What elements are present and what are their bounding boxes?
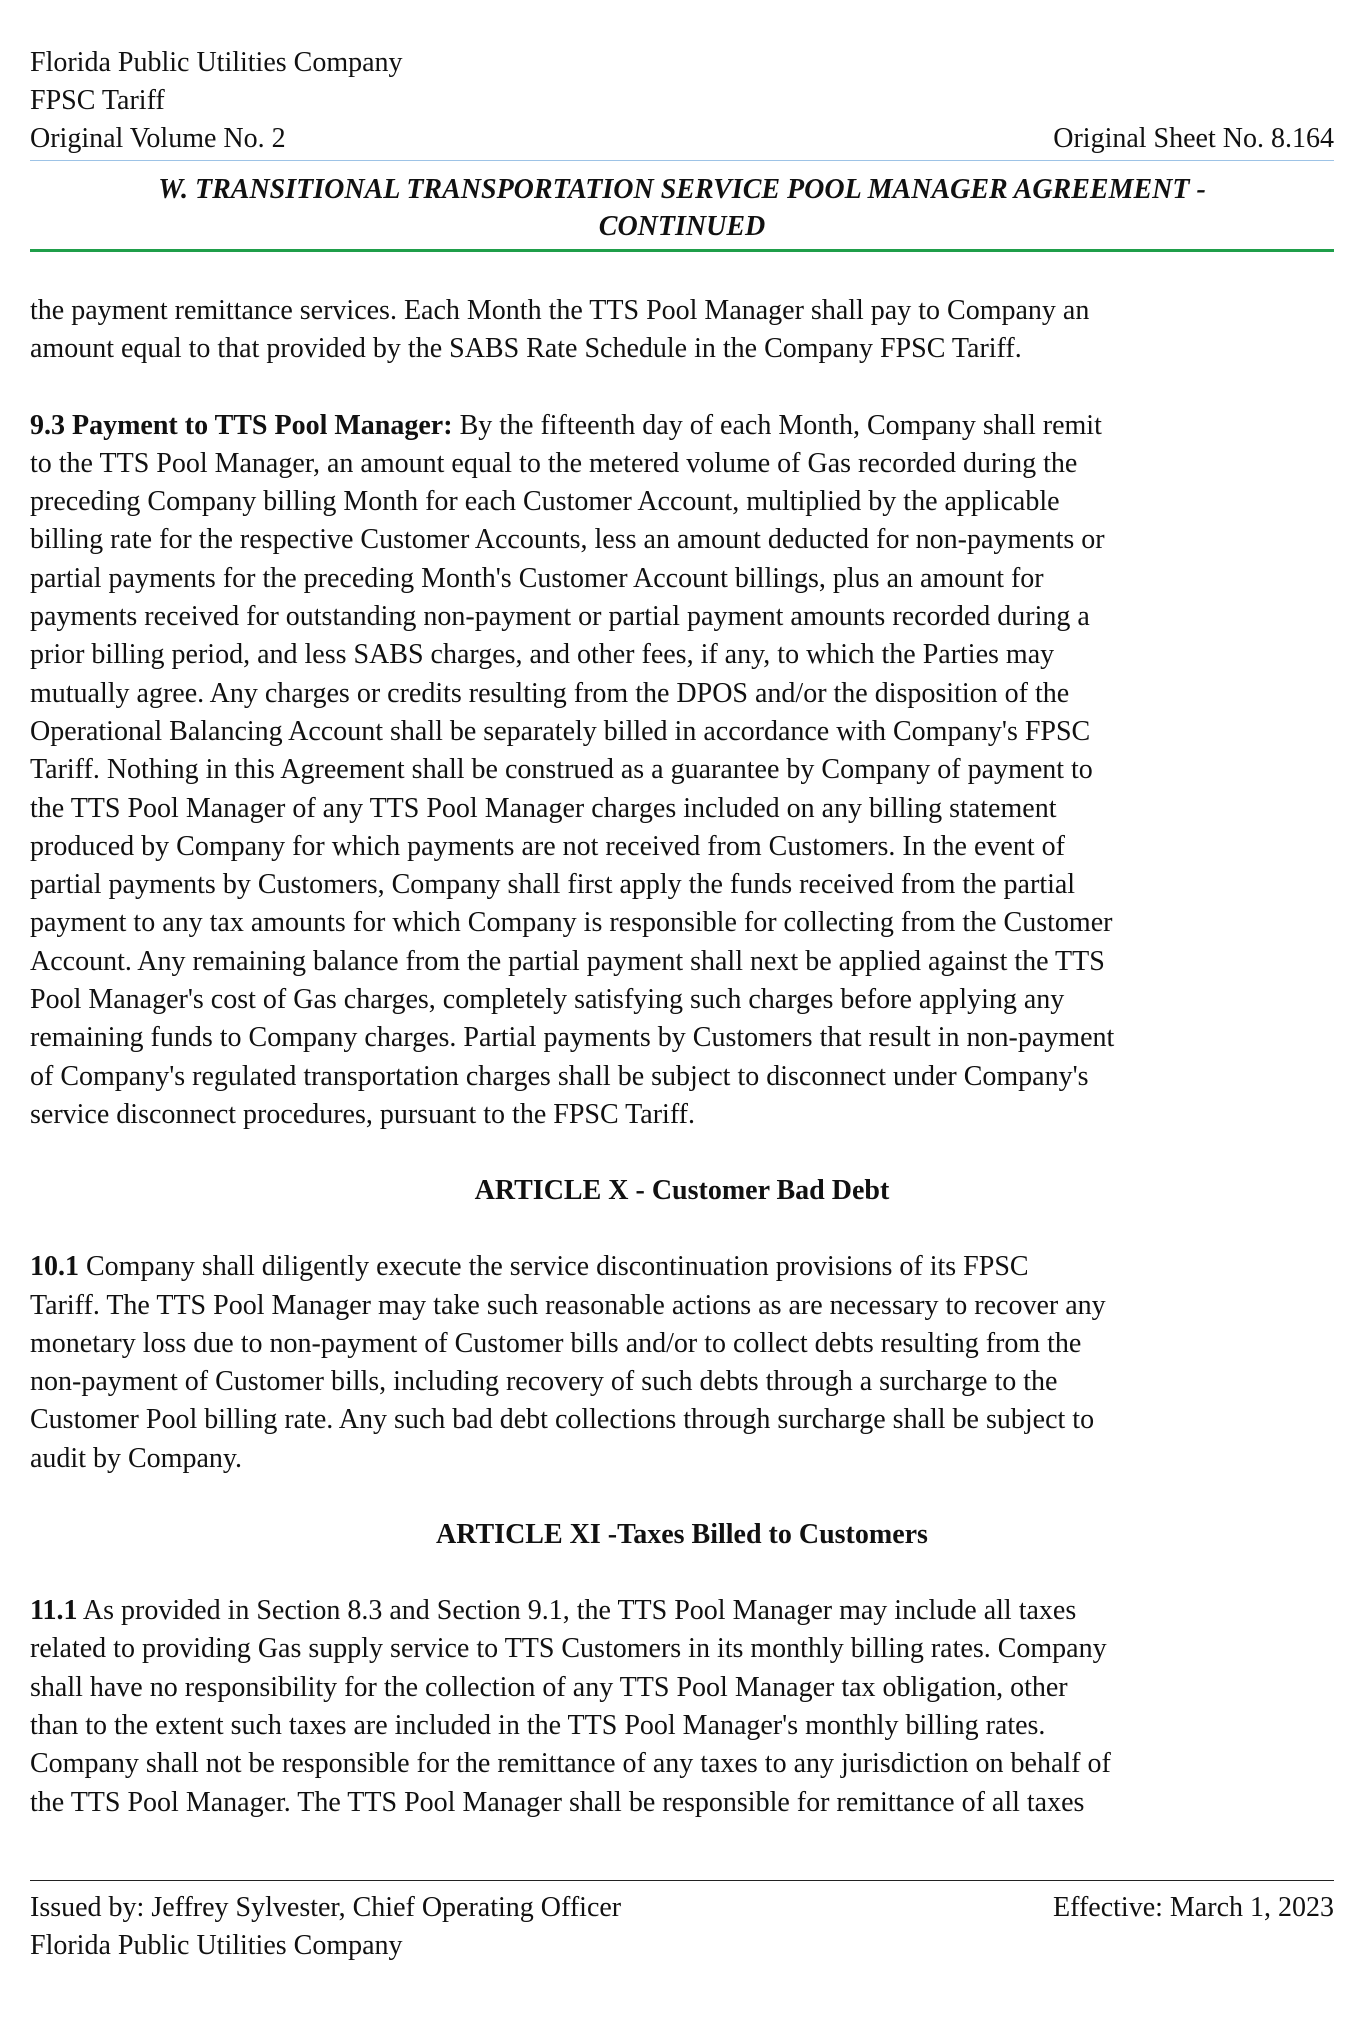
issued-effective-row [30, 1889, 1334, 1927]
volume-number: Original Volume No. 2 [30, 123, 286, 154]
tariff-page [30, 44, 1334, 1822]
section-11-1-number: 11.1 [30, 1595, 78, 1627]
continuation-paragraph: the payment remittance services. Each Month the TTS Pool Manager shall pay to Company an amount equal to that provided by the SABS Rate Schedule in the Company FPSC Tariff. [30, 295, 1090, 365]
spacer [30, 1554, 1334, 1592]
effective-date: Effective: March 1, 2023 [1053, 1892, 1334, 1923]
section-title [30, 171, 1334, 245]
sheet-number: Original Sheet No. 8.164 [1053, 123, 1334, 154]
company-name: Florida Public Utilities Company [30, 47, 403, 78]
section-10-1-text: Company shall diligently execute the service discontinuation provisions of its FPSC Tariff. The TTS Pool Manager may take such reasonable actions as are necessary to recover any monetary loss due to non-payment of Customer bills and/or to collect debts resulting from the non-payment of Customer bills, including recovery of such debts through a surcharge to the Customer Pool billing rate. Any such bad debt collections through surcharge shall be subject to audit by Company. [30, 1251, 1106, 1474]
spacer [30, 1134, 1334, 1172]
issued-by: Issued by: Jeffrey Sylvester, Chief Operating Officer [30, 1892, 622, 1923]
section-11-1-text: As provided in Section 8.3 and Section 9.1, the TTS Pool Manager may include all taxes related to providing Gas supply service to TTS Customers in its monthly billing rates. Company shall have no responsibility for the collection of any TTS Pool Manager tax obligation, other than to the extent such taxes are included in the TTS Pool Manager's monthly billing rates. Company shall not be responsible for the remittance of any taxes to any jurisdiction on behalf of the TTS Pool Manager. The TTS Pool Manager shall be responsible for remittance of all taxes [30, 1595, 1111, 1818]
document-body [30, 292, 1334, 1822]
page-header [30, 44, 1334, 252]
section-title-line2: CONTINUED [598, 211, 766, 242]
section-11-1-paragraph [30, 1592, 1334, 1822]
section-9-3-paragraph [30, 407, 1334, 1135]
header-divider [30, 160, 1334, 161]
spacer [30, 369, 1334, 407]
section-10-1-paragraph [30, 1248, 1334, 1478]
section-9-3-text: By the fifteenth day of each Month, Company shall remit to the TTS Pool Manager, an amount equal to the metered volume of Gas recorded during the preceding Company billing Month for each Customer Account, multiplied by the applicable billing rate for the respective Customer Accounts, less an amount deducted for non-payments or partial payments for the preceding Month's Customer Account billings, plus an amount for payments received for outstanding non-payment or partial payment amounts recorded during a prior billing period, and less SABS charges, and other fees, if any, to which the Parties may mutually agree. Any charges or credits resulting from the DPOS and/or the disposition of the Operational Balancing Account shall be separately billed in accordance with Company's FPSC Tariff. Nothing in this Agreement shall be construed as a guarantee by Company of payment to the TTS Pool Manager of any TTS Pool Manager charges included on any billing statement produced by Company for which payments are not received from Customers. In the event of partial payments by Customers, Company shall first apply the funds received from the partial payment to any tax amounts for which Company is responsible for collecting from the Customer Account. Any remaining balance from the partial payment shall next be applied against the TTS Pool Manager's cost of Gas charges, completely satisfying such charges before applying any remaining funds to Company charges. Partial payments by Customers that result in non-payment of Company's regulated transportation charges shall be subject to disconnect under Company's service disconnect procedures, pursuant to the FPSC Tariff. [30, 409, 1115, 1130]
article-x-heading: ARTICLE X - Customer Bad Debt [474, 1175, 890, 1207]
spacer [30, 1478, 1334, 1516]
footer-divider [30, 1880, 1334, 1881]
section-10-1-number: 10.1 [30, 1251, 79, 1283]
footer-company: Florida Public Utilities Company [30, 1930, 403, 1961]
volume-sheet-row [30, 120, 1334, 158]
section-9-3-heading: 9.3 Payment to TTS Pool Manager: [30, 409, 453, 441]
article-xi-heading: ARTICLE XI -Taxes Billed to Customers [436, 1519, 928, 1551]
tariff-name: FPSC Tariff [30, 85, 165, 116]
section-divider [30, 249, 1334, 252]
page-footer [30, 1880, 1334, 1965]
spacer [30, 1210, 1334, 1248]
section-title-line1: W. TRANSITIONAL TRANSPORTATION SERVICE POOL MANAGER AGREEMENT - [158, 174, 1206, 205]
